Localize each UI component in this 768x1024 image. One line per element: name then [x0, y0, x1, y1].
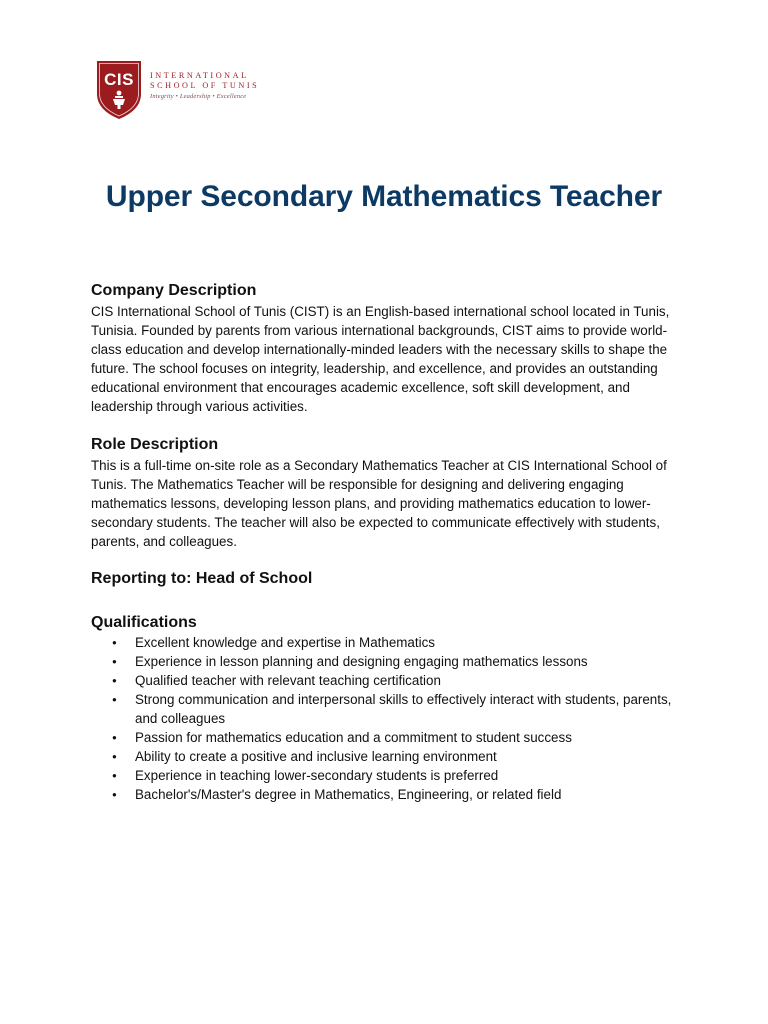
- qualification-item: ● Experience in teaching lower-secondary students is preferred: [91, 766, 673, 785]
- job-description-body: [91, 280, 673, 804]
- logo-line-1: INTERNATIONAL: [150, 71, 249, 80]
- logo-line-2: SCHOOL OF TUNIS: [150, 81, 260, 90]
- reporting-to-heading: Reporting to: Head of School: [91, 570, 313, 587]
- company-description-text: CIS International School of Tunis (CIST) is an English-based international school located in Tunis, Tunisia. Founded by parents from various international backgrounds, CIST aims to provide world-class education and develop internationally-minded leaders with the necessary skills to shape the future. The school focuses on integrity, leadership, and excellence, and provides an outstanding educational environment that encourages academic excellence, soft skill development, and leadership through various activities.: [91, 304, 670, 414]
- qualification-item: ● Ability to create a positive and inclusive learning environment: [91, 747, 673, 766]
- qualifications-list: [91, 633, 673, 804]
- role-description-heading: Role Description: [91, 436, 219, 453]
- school-crest-icon: [96, 60, 142, 120]
- qualification-item: ● Bachelor's/Master's degree in Mathematics, Engineering, or related field: [91, 785, 673, 804]
- crest-abbreviation: CIS: [104, 70, 134, 89]
- qualification-item: ● Strong communication and interpersonal skills to effectively interact with students, parents, and colleagues: [91, 690, 673, 728]
- school-logo: [96, 60, 259, 120]
- role-description-text: This is a full-time on-site role as a Secondary Mathematics Teacher at CIS International School of Tunis. The Mathematics Teacher will be responsible for designing and delivering engaging mathematics lessons, developing lesson plans, and providing mathematics education to lower-secondary students. The teacher will also be expected to communicate effectively with students, parents, and colleagues.: [91, 458, 667, 549]
- logo-tagline: Integrity • Leadership • Excellence: [150, 93, 247, 100]
- qualification-item: ● Experience in lesson planning and designing engaging mathematics lessons: [91, 652, 673, 671]
- qualifications-heading: Qualifications: [91, 614, 197, 631]
- school-name-wordmark: [150, 71, 259, 101]
- qualification-item: ● Excellent knowledge and expertise in Mathematics: [91, 633, 673, 652]
- qualification-item: ● Passion for mathematics education and a commitment to student success: [91, 728, 673, 747]
- company-description-heading: Company Description: [91, 282, 257, 299]
- qualification-item: ● Qualified teacher with relevant teaching certification: [91, 671, 673, 690]
- page-title: Upper Secondary Mathematics Teacher: [105, 180, 663, 213]
